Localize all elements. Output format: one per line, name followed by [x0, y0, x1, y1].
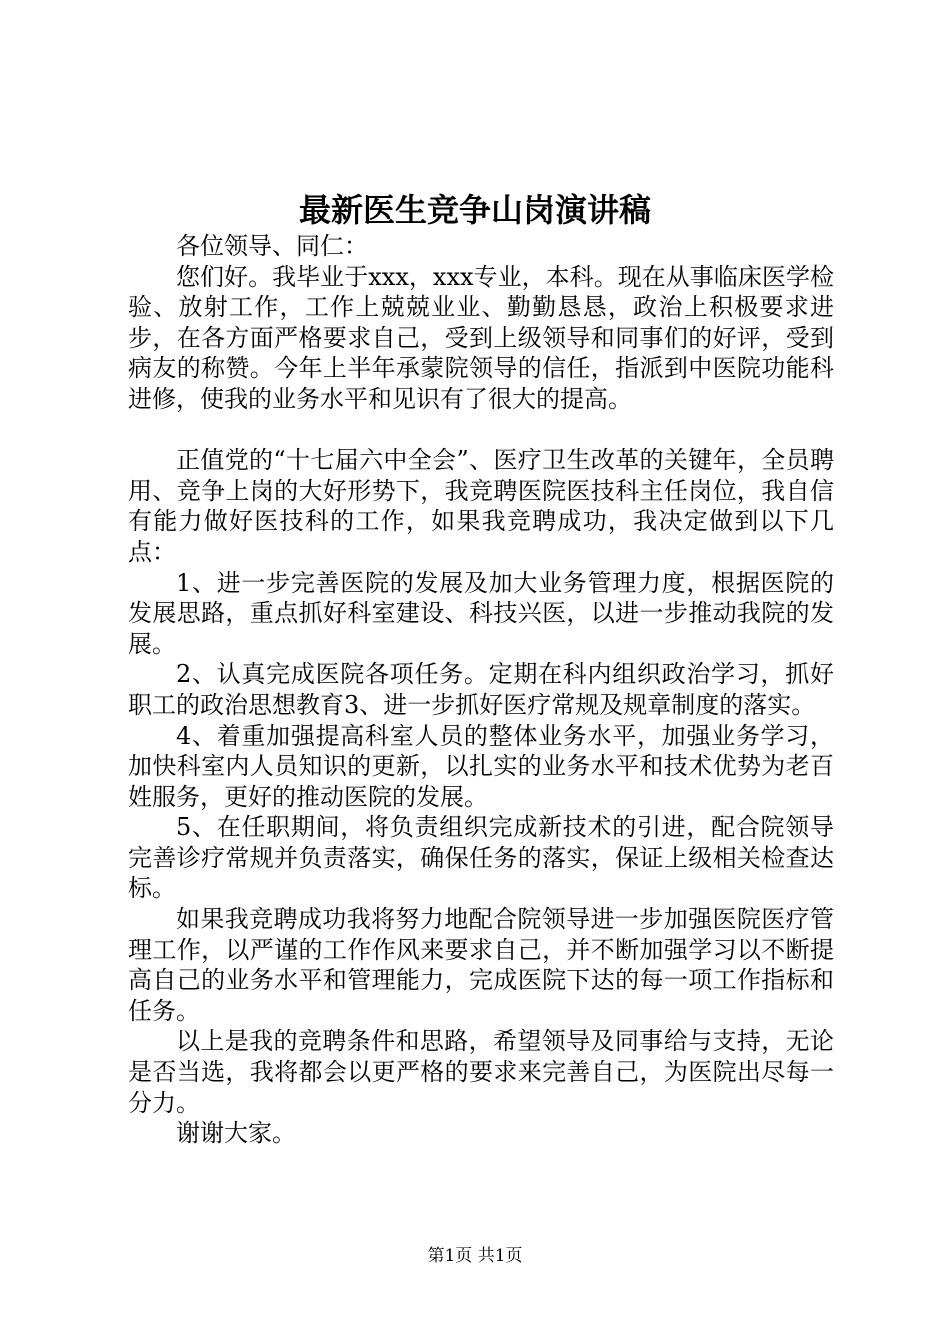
document-title: 最新医生竞争山岗演讲稿 [298, 191, 651, 229]
page-footer: 第1页 共1页 [427, 1246, 523, 1266]
paragraph-intro: 您们好。我毕业于xxx，xxx专业，本科。现在从事临床医学检验、放射工作，工作上兢兢业业、勤勤恳恳，政治上积极要求进步，在各方面严格要求自己，受到上级领导和同事们的好评，受到病友的称赞。今年上半年承蒙院领导的信任，指派到中医院功能科进修，使我的业务水平和见识有了很大的提高。 [128, 262, 834, 413]
paragraph-spacer [128, 415, 834, 446]
paragraph-closing: 以上是我的竞聘条件和思路，希望领导及同事给与支持，无论是否当选，我将都会以更严格的要求来完善自己，为医院出尽每一分力。 [128, 1027, 834, 1117]
paragraph-thanks: 谢谢大家。 [176, 1119, 296, 1148]
greeting: 各位领导、同仁： [176, 232, 368, 260]
paragraph-point-5: 5、在任职期间，将负责组织完成新技术的引进，配合院领导完善诊疗常规并负责落实，确保任务的落实，保证上级相关检查达标。 [128, 813, 834, 903]
paragraph-commitment: 如果我竞聘成功我将努力地配合院领导进一步加强医院医疗管理工作，以严谨的工作作风来要求自己，并不断加强学习以不断提高自己的业务水平和管理能力，完成医院下达的每一项工作指标和任务。 [128, 905, 834, 1025]
paragraph-point-4: 4、着重加强提高科室人员的整体业务水平，加强业务学习，加快科室内人员知识的更新，以扎实的业务水平和技术优势为老百姓服务，更好的推动医院的发展。 [128, 721, 834, 811]
document-body [128, 231, 834, 1149]
paragraph-context: 正值党的“十七届六中全会”、医疗卫生改革的关键年，全员聘用、竞争上岗的大好形势下，我竞聘医院医技科主任岗位，我自信有能力做好医技科的工作，如果我竞聘成功，我决定做到以下几点： [128, 446, 834, 566]
paragraph-point-2-3: 2、认真完成医院各项任务。定期在科内组织政治学习，抓好职工的政治思想教育3、进一步抓好医疗常规及规章制度的落实。 [128, 660, 834, 719]
paragraph-point-1: 1、进一步完善医院的发展及加大业务管理力度，根据医院的发展思路，重点抓好科室建设、科技兴医，以进一步推动我院的发展。 [128, 568, 834, 658]
